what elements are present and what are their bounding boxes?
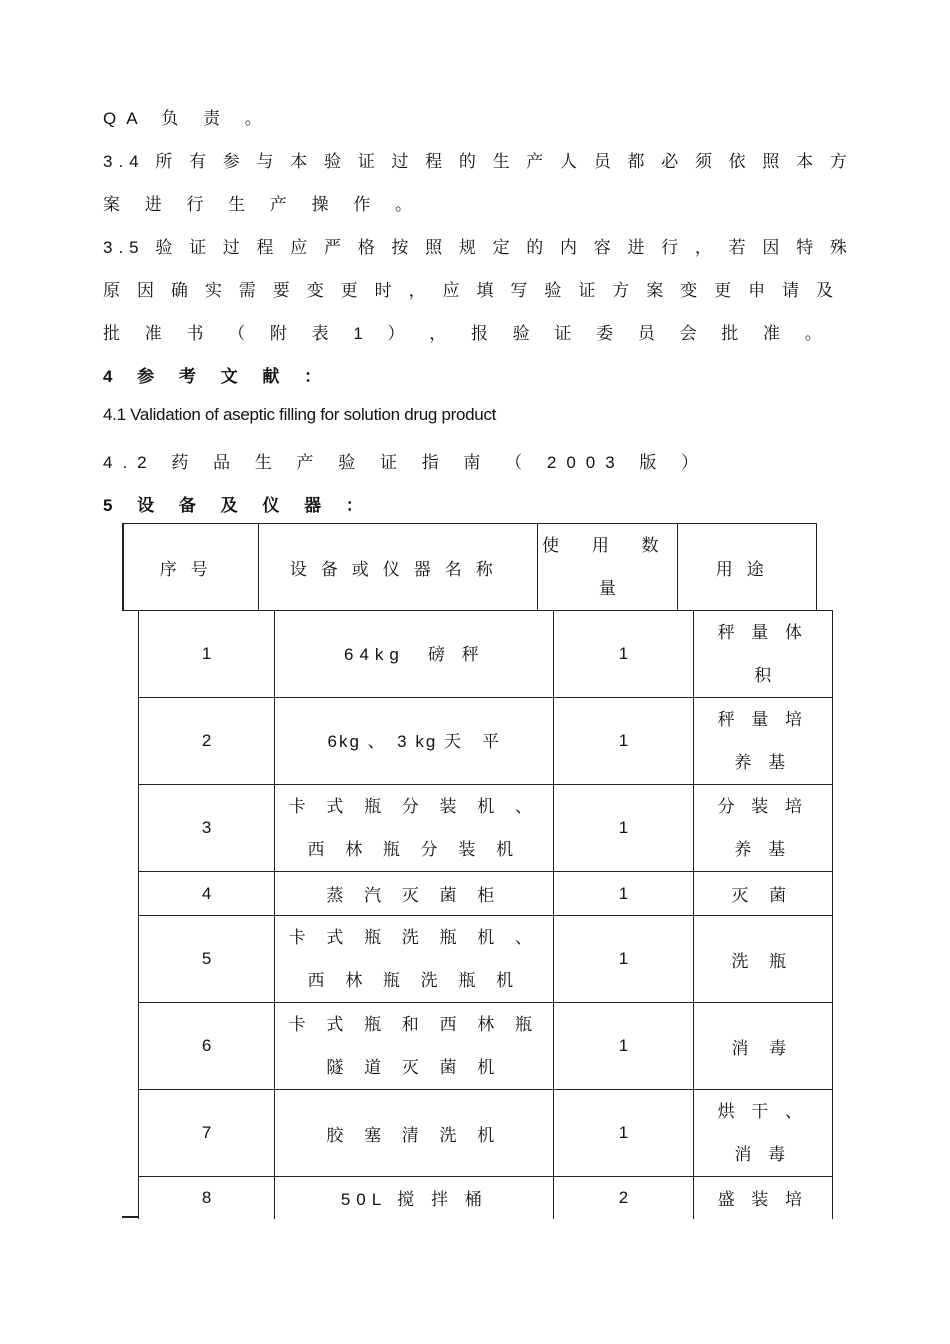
cell-qty: 1 [554, 698, 693, 785]
cell-qty: 1 [554, 916, 693, 1003]
cell-no: 4 [139, 872, 275, 916]
cell-qty: 1 [554, 1003, 693, 1090]
cell-qty: 1 [554, 785, 693, 872]
cell-no: 3 [139, 785, 275, 872]
header-no: 序号 [123, 524, 259, 611]
paragraph-3-5-line1: 3.5 验 证 过 程 应 严 格 按 照 规 定 的 内 容 进 行 ， 若 因 特 殊 [103, 238, 853, 257]
cell-name: 64kg 磅 秤 [275, 611, 554, 698]
cell-use: 烘 干 、 消 毒 [693, 1090, 832, 1177]
paragraph-3-5-line2: 原 因 确 实 需 要 变 更 时 ， 应 填 写 验 证 方 案 变 更 申 请 及 [103, 281, 839, 300]
paragraph-3-4-line1: 3.4 所 有 参 与 本 验 证 过 程 的 生 产 人 员 都 必 须 依 照 本 方 [103, 152, 853, 171]
equipment-table-header [122, 523, 817, 611]
table-footer-mark [122, 1216, 138, 1218]
header-qty: 使 用 数 量 [538, 524, 677, 611]
cell-name: 蒸 汽 灭 菌 柜 [275, 872, 554, 916]
header-use: 用途 [677, 524, 816, 611]
cell-no: 6 [139, 1003, 275, 1090]
cell-name: 6kg 、 3 kg 天 平 [275, 698, 554, 785]
table-row [139, 916, 833, 1003]
table-row [139, 785, 833, 872]
paragraph-3-5-line3: 批 准 书 （ 附 表 1 ） ， 报 验 证 委 员 会 批 准 。 [103, 324, 832, 343]
heading-equipment: 5 设 备 及 仪 器 ： [103, 496, 373, 515]
cell-no: 8 [139, 1177, 275, 1219]
cell-use: 盛 装 培 [693, 1177, 832, 1219]
table-row [139, 872, 833, 916]
cell-no: 2 [139, 698, 275, 785]
paragraph-3-4-line2: 案 进 行 生 产 操 作 。 [103, 195, 423, 214]
table-row [139, 1177, 833, 1219]
cell-name: 胶 塞 清 洗 机 [275, 1090, 554, 1177]
cell-use: 消 毒 [693, 1003, 832, 1090]
cell-qty: 1 [554, 1090, 693, 1177]
cell-name: 卡 式 瓶 洗 瓶 机 、 西 林 瓶 洗 瓶 机 [275, 916, 554, 1003]
cell-name: 卡 式 瓶 分 装 机 、 西 林 瓶 分 装 机 [275, 785, 554, 872]
table-row [139, 698, 833, 785]
paragraph-qa: QA 负 责 。 [103, 109, 272, 128]
cell-qty: 1 [554, 872, 693, 916]
table-row [139, 611, 833, 698]
cell-qty: 2 [554, 1177, 693, 1219]
cell-use: 分 装 培 养 基 [693, 785, 832, 872]
cell-no: 1 [139, 611, 275, 698]
cell-name: 卡 式 瓶 和 西 林 瓶 隧 道 灭 菌 机 [275, 1003, 554, 1090]
table-row [139, 1090, 833, 1177]
cell-no: 7 [139, 1090, 275, 1177]
header-name: 设备或仪器名称 [259, 524, 538, 611]
cell-use: 秤 量 培 养 基 [693, 698, 832, 785]
cell-use: 秤 量 体 积 [693, 611, 832, 698]
cell-use: 灭 菌 [693, 872, 832, 916]
equipment-table [138, 610, 833, 1219]
cell-no: 5 [139, 916, 275, 1003]
cell-name: 50L 搅 拌 桶 [275, 1177, 554, 1219]
reference-4-1: 4.1 Validation of aseptic filling for solution drug product [103, 405, 497, 424]
reference-4-2: 4.2 药 品 生 产 验 证 指 南 （ 2003 版 ） [103, 453, 709, 472]
heading-references: 4 参 考 文 献 ： [103, 367, 332, 386]
cell-qty: 1 [554, 611, 693, 698]
table-row [139, 1003, 833, 1090]
cell-use: 洗 瓶 [693, 916, 832, 1003]
